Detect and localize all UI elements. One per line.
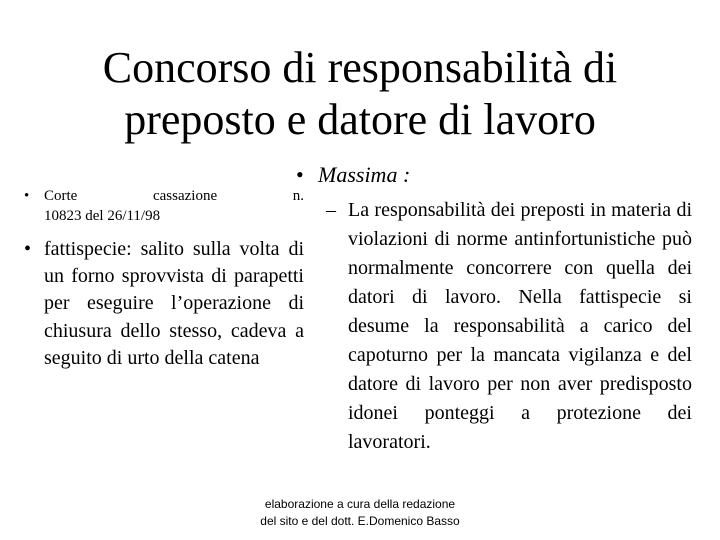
bullet-icon: • bbox=[296, 162, 304, 187]
massima-heading-text: Massima : bbox=[318, 162, 411, 187]
left-column bbox=[22, 186, 304, 372]
massima-body-text: La responsabilità dei preposti in materia di violazioni di norme antinfortunistiche può normalmente concorrere con quella dei datori di lavoro. Nella fattispecie si desume la responsabilità a carico del capoturno per la mancata vigilanza e del datore di lavoro per non aver predisposto idonei ponteggi a protezione dei lavoratori. bbox=[348, 199, 692, 453]
slide-title-line-2: preposto e datore di lavoro bbox=[124, 95, 596, 144]
bullet-icon: • bbox=[24, 238, 32, 260]
citation-bullet bbox=[22, 186, 304, 226]
massima-body bbox=[296, 196, 692, 457]
bullet-icon: • bbox=[24, 188, 30, 204]
slide-title-line-1: Concorso di responsabilità di bbox=[102, 43, 618, 92]
dash-icon: – bbox=[326, 199, 336, 221]
right-column bbox=[296, 160, 692, 457]
footer-line-1: elaborazione a cura della redazione bbox=[264, 497, 456, 511]
fact-text: fattispecie: salito sulla volta di un forno sprovvista di parapetti per eseguire l’operazione di chiusura dello stesso, cadeva a seguito di urto della catena bbox=[44, 238, 304, 369]
footer-credit bbox=[180, 496, 540, 530]
slide-title bbox=[60, 42, 660, 146]
fact-bullet bbox=[22, 236, 304, 372]
footer-line-2: del sito e del dott. E.Domenico Basso bbox=[260, 514, 460, 528]
citation-line-2: 10823 del 26/11/98 bbox=[44, 208, 161, 224]
massima-heading bbox=[296, 160, 692, 190]
citation-line-1: Corte cassazione n. bbox=[44, 188, 304, 204]
